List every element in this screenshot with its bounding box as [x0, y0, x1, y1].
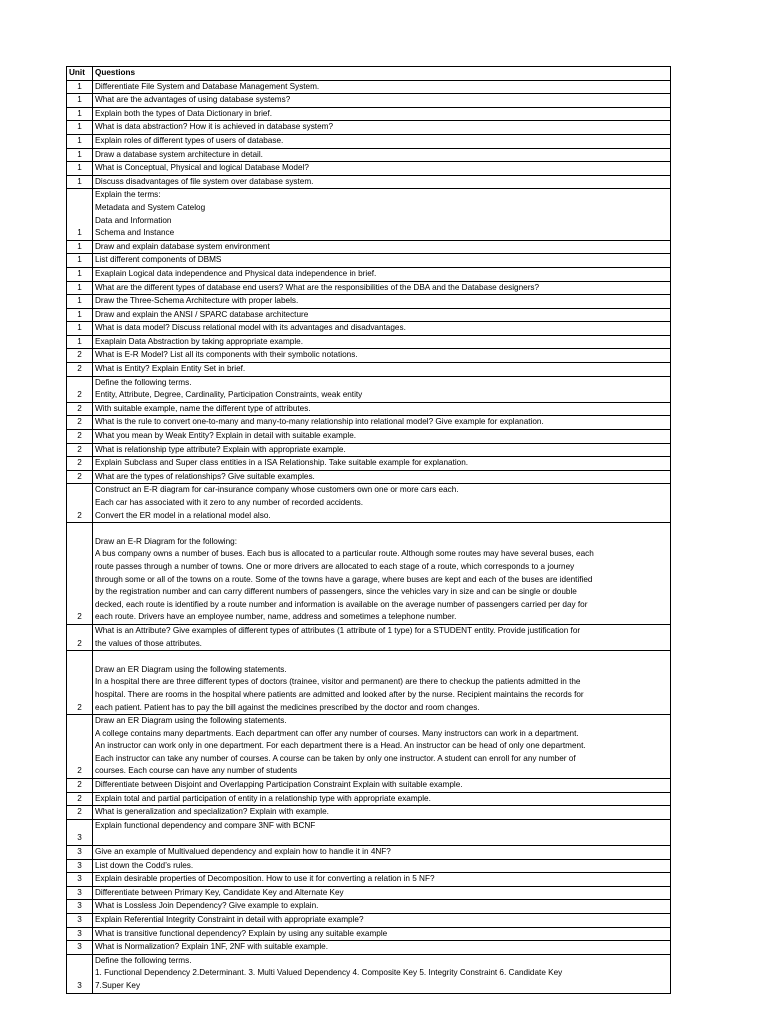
unit-cell: 2 — [67, 624, 93, 650]
question-text-line: Explain total and partial participation of entity in a relationship type with appropriate example. — [95, 793, 431, 803]
question-text-line: What is Entity? Explain Entity Set in brief. — [95, 364, 246, 374]
question-text-line: What is Lossless Join Dependency? Give example to explain. — [95, 901, 319, 911]
question-text-line: Draw a database system architecture in detail. — [95, 149, 263, 159]
table-row — [67, 651, 671, 715]
question-cell — [93, 376, 671, 402]
unit-cell: 1 — [67, 240, 93, 254]
question-text-line: In a hospital there are three different types of doctors (trainee, visitor and permanent) are there to checkup the patients admitted in the — [95, 677, 581, 687]
question-text-line: Explain both the types of Data Dictionary in brief. — [95, 108, 273, 118]
question-text-line: Explain desirable properties of Decomposition. How to use it for converting a relation in 5 NF? — [95, 874, 435, 884]
question-text-line: hospital. There are rooms in the hospital where patients are admitted and looked after by the nurse. Recipient maintains the records for — [95, 689, 584, 699]
table-row — [67, 80, 671, 94]
table-row — [67, 416, 671, 430]
question-text-line: courses. Each course can have any number of students — [95, 766, 298, 776]
table-row — [67, 148, 671, 162]
question-text-line: What is the rule to convert one-to-many and many-to-many relationship into relational model? Give example for explanation. — [95, 417, 544, 427]
table-row — [67, 624, 671, 650]
unit-cell: 1 — [67, 281, 93, 295]
question-cell — [93, 806, 671, 820]
question-cell — [93, 134, 671, 148]
question-cell — [93, 80, 671, 94]
question-text-line: Data and Information — [95, 215, 172, 225]
question-cell — [93, 523, 671, 625]
table-row — [67, 308, 671, 322]
question-text-line: Explain roles of different types of users of database. — [95, 135, 284, 145]
table-row — [67, 779, 671, 793]
question-cell — [93, 886, 671, 900]
table-row — [67, 927, 671, 941]
unit-cell: 2 — [67, 443, 93, 457]
question-text-line: What is an Attribute? Give examples of different types of attributes (1 attribute of 1 type) for a STUDENT entity. Provide justification for — [95, 625, 581, 635]
question-text-line: Explain Referential Integrity Constraint in detail with appropriate example? — [95, 915, 364, 924]
table-row — [67, 715, 671, 779]
unit-cell: 1 — [67, 107, 93, 121]
table-row — [67, 94, 671, 108]
question-cell — [93, 148, 671, 162]
question-cell — [93, 267, 671, 281]
unit-cell: 1 — [67, 295, 93, 309]
question-cell — [93, 941, 671, 955]
question-text-line: What are the advantages of using database systems? — [95, 95, 291, 105]
question-cell — [93, 349, 671, 363]
questions-column-header: Questions — [93, 67, 671, 81]
question-text-line: Explain the terms: — [95, 190, 161, 200]
question-cell — [93, 416, 671, 430]
question-cell — [93, 873, 671, 887]
question-cell — [93, 107, 671, 121]
unit-cell: 2 — [67, 470, 93, 484]
table-row — [67, 846, 671, 860]
question-text-line: Convert the ER model in a relational model also. — [95, 510, 271, 520]
unit-cell: 2 — [67, 806, 93, 820]
unit-cell: 3 — [67, 927, 93, 941]
question-text-line: Discuss disadvantages of file system over database system. — [95, 176, 314, 186]
unit-cell: 1 — [67, 148, 93, 162]
unit-cell: 3 — [67, 941, 93, 955]
table-row — [67, 457, 671, 471]
question-cell — [93, 443, 671, 457]
table-row — [67, 175, 671, 189]
question-text-line: List different components of DBMS — [95, 255, 222, 265]
question-text-line: Exaplain Data Abstraction by taking appropriate example. — [95, 336, 303, 346]
table-row — [67, 523, 671, 625]
unit-cell: 2 — [67, 523, 93, 625]
unit-cell: 3 — [67, 873, 93, 887]
table-row — [67, 134, 671, 148]
question-cell — [93, 402, 671, 416]
questions-table-body — [67, 80, 671, 993]
question-cell — [93, 322, 671, 336]
question-cell — [93, 927, 671, 941]
question-text-line: What are the types of relationships? Give suitable examples. — [95, 471, 315, 481]
question-cell — [93, 121, 671, 135]
question-cell — [93, 94, 671, 108]
question-cell — [93, 430, 671, 444]
question-text-line: A college contains many departments. Each department can offer any number of courses. Many instructors can work in a department. — [95, 728, 579, 738]
unit-cell: 2 — [67, 792, 93, 806]
question-text-line: An instructor can work only in one department. For each department there is a Head. An instructor can be head of only one department. — [95, 741, 586, 751]
question-text-line: Metadata and System Catelog — [95, 202, 206, 212]
question-text-line: each patient. Patient has to pay the bill against the medicines prescribed by the doctor and room changes. — [95, 702, 480, 712]
table-row — [67, 189, 671, 240]
unit-cell: 1 — [67, 175, 93, 189]
table-row — [67, 886, 671, 900]
question-cell — [93, 281, 671, 295]
unit-cell: 2 — [67, 416, 93, 430]
question-text-line: What you mean by Weak Entity? Explain in detail with suitable example. — [95, 431, 357, 441]
question-text-line: What are the different types of database end users? What are the responsibilities of the DBA and the Database designers? — [95, 282, 540, 292]
unit-cell: 3 — [67, 859, 93, 873]
unit-cell: 2 — [67, 457, 93, 471]
table-row — [67, 107, 671, 121]
question-text-line: each route. Drivers have an employee number, name, address and sometimes a telephone number. — [95, 612, 457, 622]
question-cell — [93, 335, 671, 349]
question-cell — [93, 470, 671, 484]
question-cell — [93, 859, 671, 873]
table-row — [67, 281, 671, 295]
table-row — [67, 254, 671, 268]
unit-cell: 1 — [67, 335, 93, 349]
question-cell — [93, 651, 671, 715]
question-text-line: Define the following terms. — [95, 955, 192, 965]
table-row — [67, 376, 671, 402]
unit-column-header: Unit — [67, 67, 93, 81]
unit-cell: 1 — [67, 134, 93, 148]
question-text-line: Differentiate between Primary Key, Candidate Key and Alternate Key — [95, 887, 344, 897]
question-text-line: by the registration number and can carry different numbers of passengers, since the vehicles vary in size and can be single or double — [95, 587, 577, 597]
question-cell — [93, 457, 671, 471]
question-text-line: through some or all of the towns on a route. Some of the towns have a garage, where buses are kept and each of the buses are identified — [95, 574, 593, 584]
question-cell — [93, 175, 671, 189]
question-text-line: Draw and explain the ANSI / SPARC database architecture — [95, 309, 309, 319]
unit-cell: 1 — [67, 121, 93, 135]
question-text-line: 7.Super Key — [95, 980, 141, 990]
table-row — [67, 859, 671, 873]
table-row — [67, 121, 671, 135]
question-cell — [93, 715, 671, 779]
question-cell — [93, 189, 671, 240]
table-row — [67, 819, 671, 845]
table-row — [67, 941, 671, 955]
question-text-line: What is generalization and specialization? Explain with example. — [95, 807, 329, 817]
table-row — [67, 335, 671, 349]
question-cell — [93, 900, 671, 914]
unit-cell: 2 — [67, 779, 93, 793]
question-cell — [93, 914, 671, 928]
question-cell — [93, 240, 671, 254]
unit-cell: 1 — [67, 80, 93, 94]
question-text-line: Differentiate between Disjoint and Overlapping Participation Constraint Explain with suitable example. — [95, 780, 463, 790]
table-row — [67, 484, 671, 523]
question-text-line: What is E-R Model? List all its components with their symbolic notations. — [95, 350, 358, 360]
question-text-line: What is Normalization? Explain 1NF, 2NF with suitable example. — [95, 942, 328, 952]
unit-cell: 2 — [67, 430, 93, 444]
question-text-line: Define the following terms. — [95, 377, 192, 387]
unit-cell: 3 — [67, 900, 93, 914]
unit-cell: 1 — [67, 254, 93, 268]
question-text-line: What is relationship type attribute? Explain with appropriate example. — [95, 444, 346, 454]
question-text-line: With suitable example, name the different type of attributes. — [95, 403, 311, 413]
question-text-line: What is Conceptual, Physical and logical Database Model? — [95, 163, 309, 173]
table-row — [67, 267, 671, 281]
table-row — [67, 914, 671, 928]
unit-cell: 3 — [67, 954, 93, 993]
question-text-line: A bus company owns a number of buses. Each bus is allocated to a particular route. Although some routes may have several buses, each — [95, 549, 594, 559]
question-text-line: Explain functional dependency and compare 3NF with BCNF — [95, 820, 316, 830]
question-text-line: Draw the Three-Schema Architecture with proper labels. — [95, 296, 299, 306]
question-cell — [93, 819, 671, 845]
unit-cell: 1 — [67, 322, 93, 336]
unit-cell: 2 — [67, 402, 93, 416]
unit-cell: 3 — [67, 886, 93, 900]
unit-cell: 3 — [67, 846, 93, 860]
unit-cell: 2 — [67, 715, 93, 779]
table-row — [67, 792, 671, 806]
question-text-line: Draw an ER Diagram using the following statements. — [95, 716, 287, 726]
question-cell — [93, 779, 671, 793]
table-row — [67, 240, 671, 254]
question-text-line: Draw and explain database system environment — [95, 241, 270, 251]
question-cell — [93, 162, 671, 176]
unit-cell: 2 — [67, 651, 93, 715]
question-text-line: List down the Codd’s rules. — [95, 860, 194, 870]
table-row — [67, 349, 671, 363]
question-text-line: Give an example of Multivalued dependency and explain how to handle it in 4NF? — [95, 847, 391, 857]
question-text-line: What is transitive functional dependency? Explain by using any suitable example — [95, 928, 388, 938]
question-text-line: Exaplain Logical data independence and Physical data independence in brief. — [95, 268, 377, 278]
unit-cell: 1 — [67, 94, 93, 108]
question-cell — [93, 363, 671, 377]
questions-table — [66, 66, 671, 994]
question-cell — [93, 792, 671, 806]
unit-cell: 2 — [67, 349, 93, 363]
unit-cell: 3 — [67, 914, 93, 928]
question-text-line: Entity, Attribute, Degree, Cardinality, Participation Constraints, weak entity — [95, 390, 363, 400]
question-text-line: Schema and Instance — [95, 228, 175, 238]
question-text-line: 1. Functional Dependency 2.Determinant. 3. Multi Valued Dependency 4. Composite Key 5. Integrity Constraint 6. Candidate Key — [95, 968, 563, 978]
question-cell — [93, 295, 671, 309]
question-text-line: Explain Subclass and Super class entities in a ISA Relationship. Take suitable example for explanation. — [95, 458, 469, 468]
question-text-line: What is data model? Discuss relational model with its advantages and disadvantages. — [95, 323, 406, 333]
table-row — [67, 363, 671, 377]
question-text-line: Each instructor can take any number of courses. A course can be taken by only one instructor. A student can enroll for any number of — [95, 753, 576, 763]
question-cell — [93, 624, 671, 650]
unit-cell: 1 — [67, 267, 93, 281]
table-row — [67, 954, 671, 993]
unit-cell: 1 — [67, 308, 93, 322]
question-text-line: Draw an E-R Diagram for the following: — [95, 536, 237, 546]
table-row — [67, 443, 671, 457]
table-row — [67, 806, 671, 820]
question-text-line: the values of those attributes. — [95, 638, 202, 648]
unit-cell: 3 — [67, 819, 93, 845]
question-cell — [93, 954, 671, 993]
table-header-row — [67, 67, 671, 81]
question-text-line: Draw an ER Diagram using the following statements. — [95, 664, 287, 674]
unit-cell: 2 — [67, 376, 93, 402]
question-text-line: Construct an E-R diagram for car-insurance company whose customers own one or more cars each. — [95, 485, 459, 495]
table-row — [67, 470, 671, 484]
question-cell — [93, 484, 671, 523]
table-row — [67, 900, 671, 914]
table-row — [67, 873, 671, 887]
question-text-line: Each car has associated with it zero to any number of recorded accidents. — [95, 498, 364, 507]
unit-cell: 2 — [67, 484, 93, 523]
unit-cell: 1 — [67, 162, 93, 176]
question-text-line: Differentiate File System and Database Management System. — [95, 81, 320, 91]
table-row — [67, 430, 671, 444]
question-text-line: decked, each route is identified by a route number and information is available on the average number of passengers carried per day for — [95, 599, 588, 609]
question-cell — [93, 254, 671, 268]
table-row — [67, 322, 671, 336]
unit-cell: 1 — [67, 189, 93, 240]
table-row — [67, 402, 671, 416]
question-cell — [93, 308, 671, 322]
question-cell — [93, 846, 671, 860]
unit-cell: 2 — [67, 363, 93, 377]
question-text-line: What is data abstraction? How it is achieved in database system? — [95, 122, 334, 132]
table-row — [67, 295, 671, 309]
question-text-line: route passes through a number of towns. One or more drivers are allocated to each stage of a route, which corresponds to a journey — [95, 561, 575, 571]
table-row — [67, 162, 671, 176]
